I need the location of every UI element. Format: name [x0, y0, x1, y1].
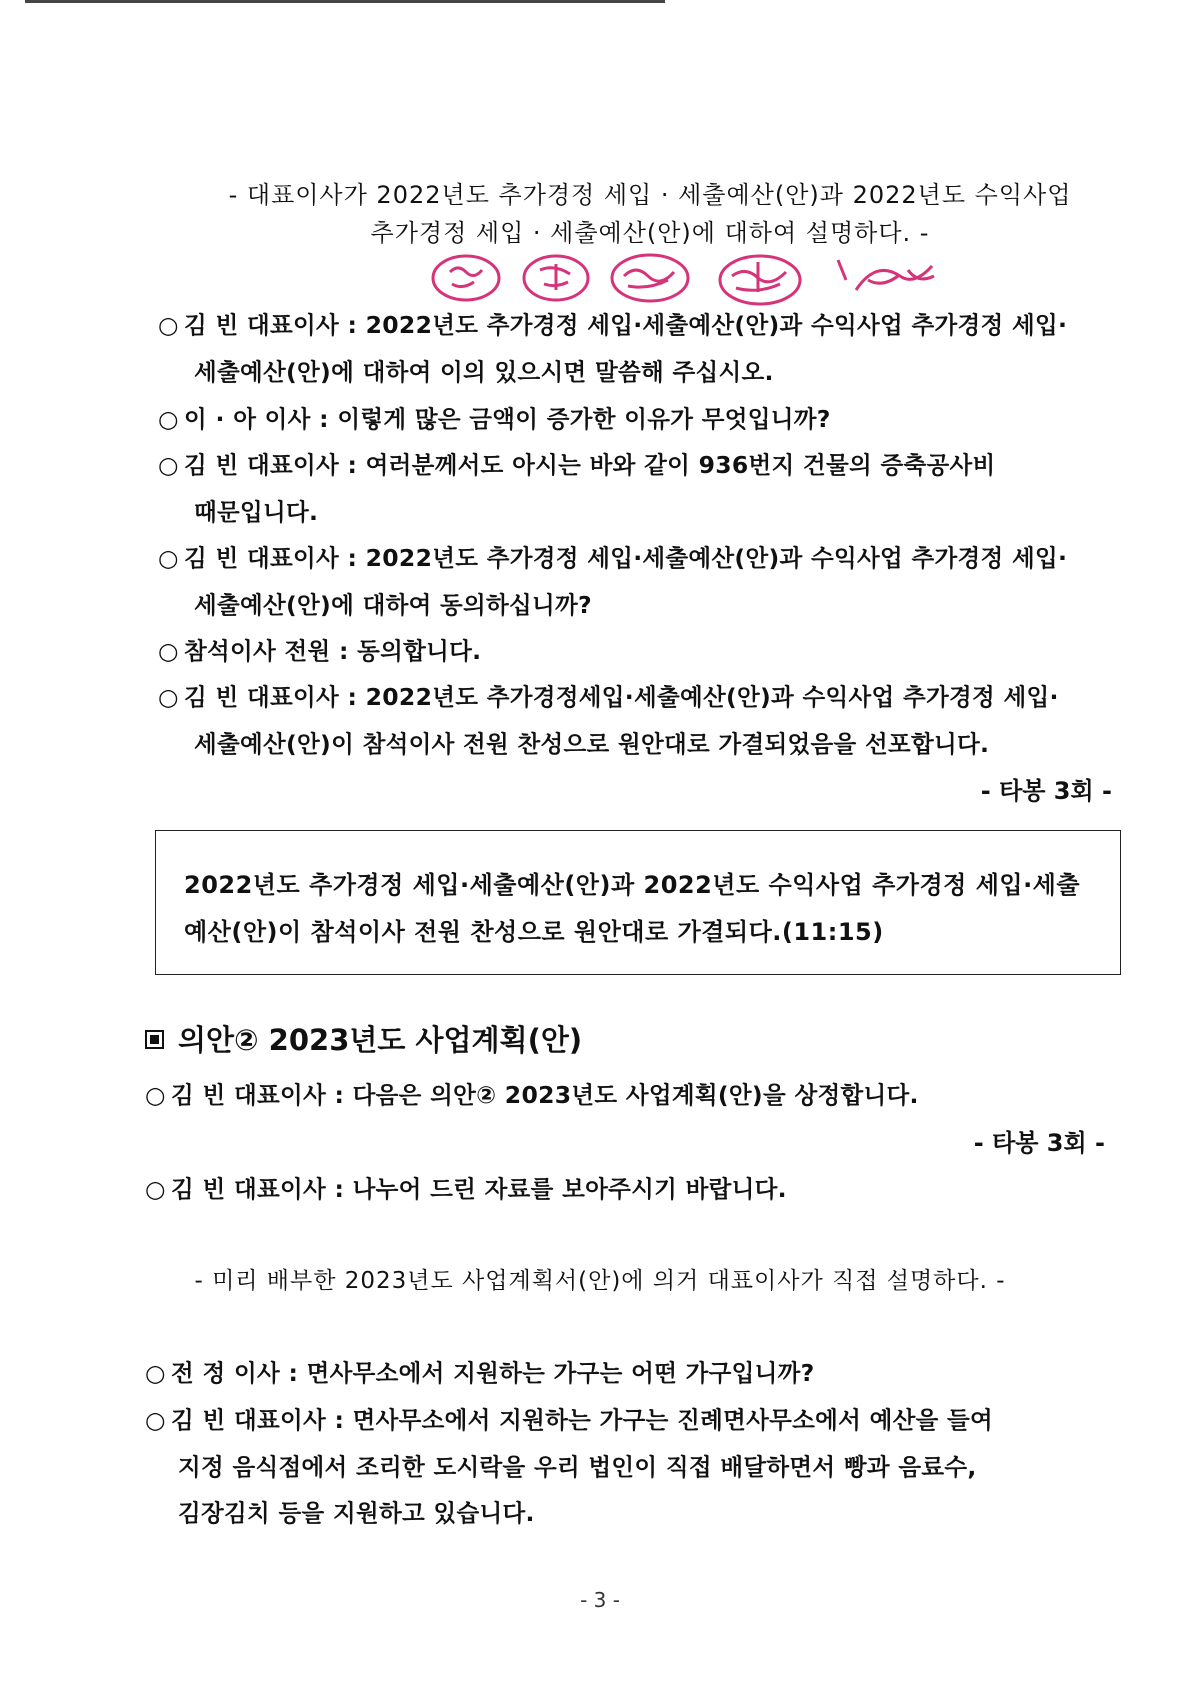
bullet-circle: ○ — [145, 1359, 166, 1387]
line-text: 김 빈 대표이사 : 여러분께서도 아시는 바와 같이 936번지 건물의 증축공사비 — [184, 451, 996, 479]
agenda-title: 의안② 2023년도 사업계획(안) — [178, 1023, 583, 1057]
minutes-line-6 — [158, 539, 1067, 573]
minutes-line-15: 지정 음식점에서 조리한 도시락을 우리 법인이 직접 배달하면서 빵과 음료수, — [178, 1453, 977, 1481]
line-text: 김 빈 대표이사 : 나누어 드린 자료를 보아주시기 바랍니다. — [171, 1175, 787, 1203]
resolution-line-1: 2022년도 추가경정 세입·세출예산(안)과 2022년도 수익사업 추가경정 세입·세출 — [184, 871, 1081, 899]
minutes-line-7: 세출예산(안)에 대하여 동의하십니까? — [194, 591, 592, 619]
minutes-line-3 — [158, 400, 831, 434]
gavel-strike-1: - 타봉 3회 - — [980, 777, 1112, 805]
page-number: - 3 - — [580, 1588, 620, 1612]
line-text: 참석이사 전원 : 동의합니다. — [184, 637, 482, 665]
minutes-line-12 — [145, 1170, 787, 1204]
bullet-circle: ○ — [145, 1406, 166, 1434]
line-text: 김 빈 대표이사 : 다음은 의안② 2023년도 사업계획(안)을 상정합니다. — [171, 1081, 919, 1109]
minutes-line-4 — [158, 446, 996, 480]
bullet-circle: ○ — [158, 683, 179, 711]
bullet-circle: ○ — [158, 637, 179, 665]
line-text: 김 빈 대표이사 : 2022년도 추가경정세입·세출예산(안)과 수익사업 추가경정 세입· — [184, 683, 1059, 711]
line-text: 이 · 아 이사 : 이렇게 많은 금액이 증가한 이유가 무엇입니까? — [184, 405, 831, 433]
resolution-box — [155, 830, 1121, 975]
intro-line-1: - 대표이사가 2022년도 추가경정 세입 · 세출예산(안)과 2022년도 수익사업 — [228, 181, 1072, 209]
bullet-circle: ○ — [158, 311, 179, 339]
minutes-line-13 — [145, 1354, 815, 1388]
bullet-circle: ○ — [158, 544, 179, 572]
top-edge-line — [25, 0, 665, 3]
bullet-circle: ○ — [145, 1175, 166, 1203]
gavel-strike-2: - 타봉 3회 - — [973, 1129, 1105, 1157]
line-text: 전 정 이사 : 면사무소에서 지원하는 가구는 어떤 가구입니까? — [171, 1359, 815, 1387]
agenda-heading — [145, 1018, 582, 1059]
intro-line-2: 추가경정 세입 · 세출예산(안)에 대하여 설명하다. - — [370, 219, 930, 247]
line-text: 김 빈 대표이사 : 면사무소에서 지원하는 가구는 진례면사무소에서 예산을 들여 — [171, 1406, 994, 1434]
bullet-circle: ○ — [145, 1081, 166, 1109]
bullet-circle: ○ — [158, 451, 179, 479]
minutes-line-8 — [158, 632, 481, 666]
minutes-line-10: 세출예산(안)이 참석이사 전원 찬성으로 원안대로 가결되었음을 선포합니다. — [194, 730, 990, 758]
minutes-line-16: 김장김치 등을 지원하고 있습니다. — [178, 1499, 535, 1527]
line-text: 김 빈 대표이사 : 2022년도 추가경정 세입·세출예산(안)과 수익사업 추가경정 세입· — [184, 311, 1068, 339]
resolution-line-2: 예산(안)이 참석이사 전원 찬성으로 원안대로 가결되다.(11:15) — [184, 918, 884, 946]
stamp-1 — [433, 256, 499, 300]
signature-stamps — [428, 250, 968, 308]
minutes-line-2: 세출예산(안)에 대하여 이의 있으시면 말씀해 주십시오. — [194, 358, 774, 386]
minutes-line-1 — [158, 306, 1067, 340]
filled-square-icon — [145, 1030, 164, 1049]
bullet-circle: ○ — [158, 405, 179, 433]
minutes-line-14 — [145, 1401, 993, 1435]
stamps-graphic — [428, 250, 968, 308]
stamp-5 — [838, 260, 934, 290]
explanation-note: - 미리 배부한 2023년도 사업계획서(안)에 의거 대표이사가 직접 설명하다. - — [194, 1268, 1006, 1294]
minutes-line-5: 때문입니다. — [194, 498, 319, 526]
line-text: 김 빈 대표이사 : 2022년도 추가경정 세입·세출예산(안)과 수익사업 추가경정 세입· — [184, 544, 1068, 572]
minutes-line-11 — [145, 1076, 919, 1110]
minutes-line-9 — [158, 678, 1059, 712]
